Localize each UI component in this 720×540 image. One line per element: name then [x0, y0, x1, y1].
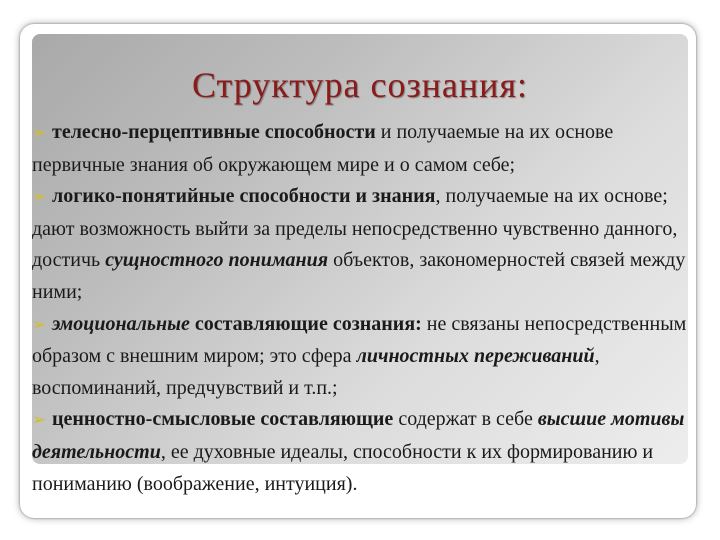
list-item-value-semantic: ➢ ценностно-смысловые составляющие содержат в себе высшие мотивы деятельности, ее духовные идеалы, способности к их формированию и пониманию (воображение, интуиция). — [32, 404, 708, 500]
list-item-logical-conceptual: ➢ логико-понятийные способности и знания, получаемые на их основе; дают возможность выйти за пределы непосредственно чувственно данного, достичь сущностного понимания объектов, закономерностей связей между ними; — [32, 181, 708, 308]
arrow-bullet-icon: ➢ — [32, 410, 47, 431]
arrow-bullet-icon: ➢ — [32, 123, 47, 143]
arrow-bullet-icon: ➢ — [32, 187, 47, 208]
list-item-bodily-perceptual: ➢ телесно-перцептивные способности и получаемые на их основе первичные знания об окружающем мире и о самом себе; — [32, 117, 708, 181]
arrow-bullet-icon: ➢ — [32, 314, 47, 335]
slide-title: Структура сознания: — [191, 65, 529, 105]
list-item-emotional: ➢ эмоциональные составляющие сознания: не связаны непосредственным образом с внешним миром; это сфера личностных переживаний, воспоминаний, предчувствий и т.п.; — [32, 309, 708, 405]
slide-body — [32, 117, 708, 500]
